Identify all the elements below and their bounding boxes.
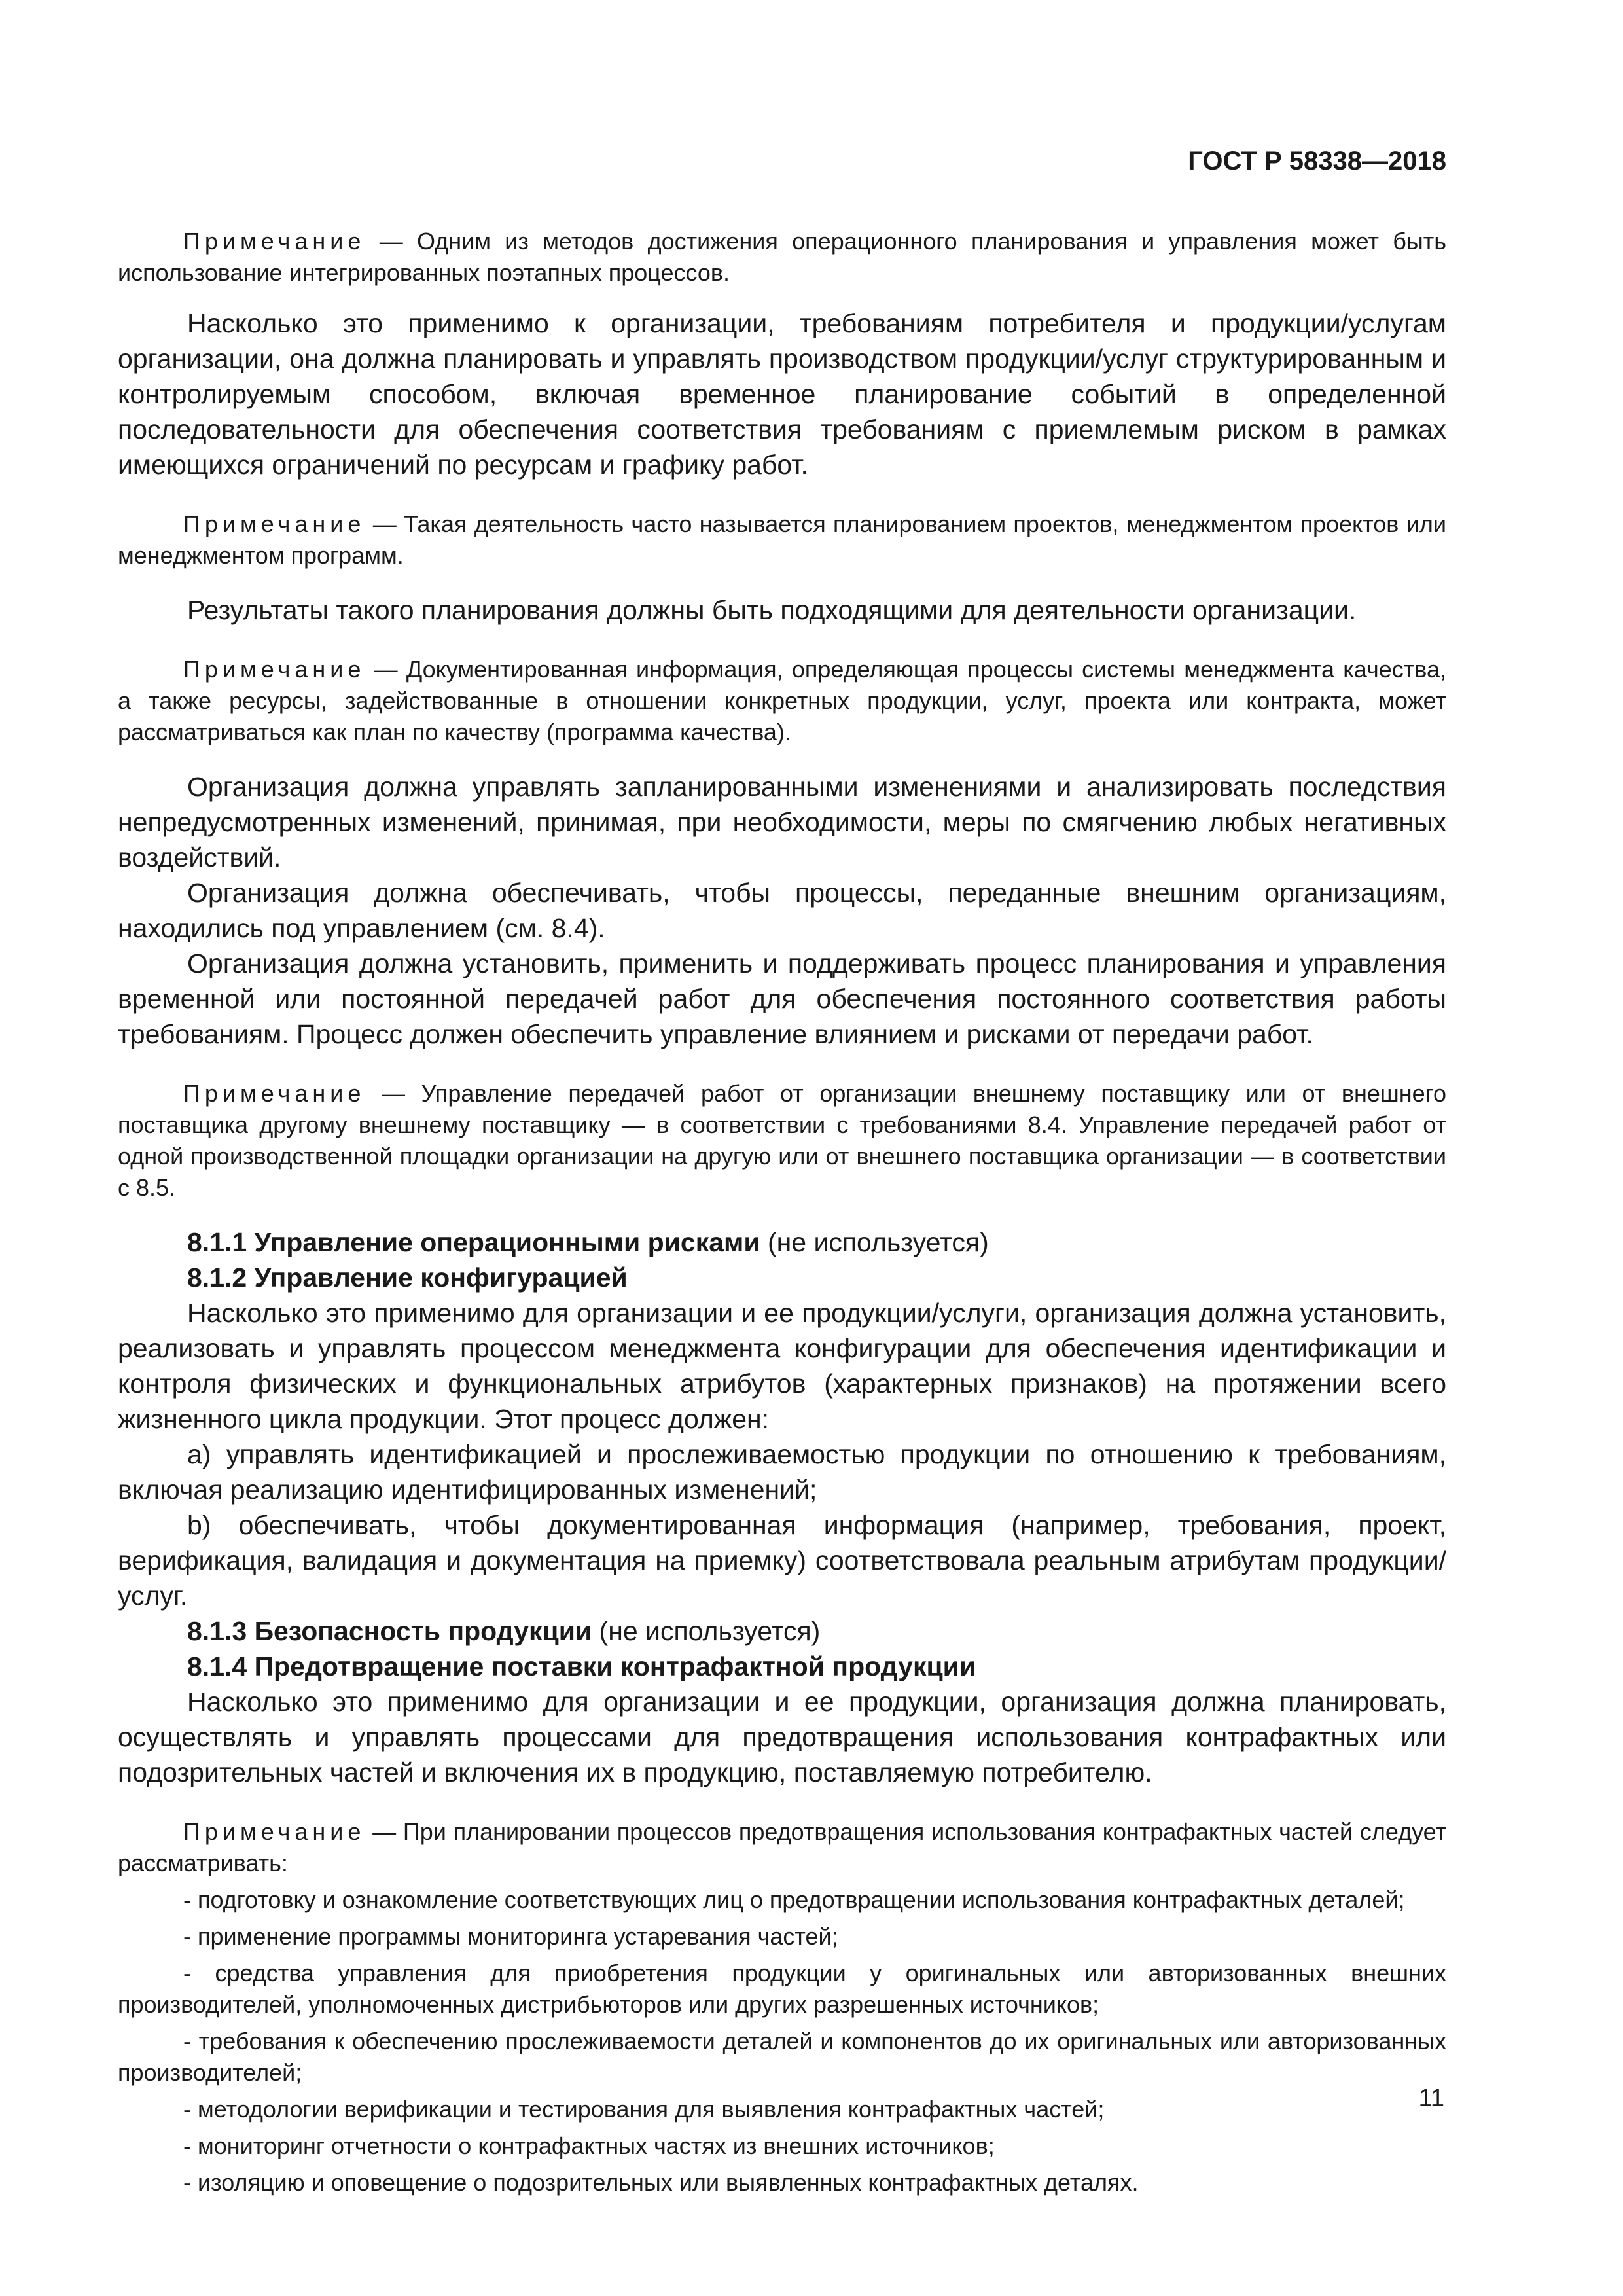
paragraph-5: Организация должна установить, применить и поддерживать процесс планирования и управления временной или постоянной передачей работ для обеспечения постоянного соответствия работы требованиям. Процесс должен обеспечить управление влиянием и рисками от передачи работ. [118, 948, 1446, 1049]
note-1 [118, 226, 1446, 289]
note-text: — Документированная информация, определяющая процессы системы менеджмента качества, а также ресурсы, задействованные в отношении конкретных продукции, услуг, проекта или контракта, может рассматриваться как план по качеству (программа качества). [118, 656, 1446, 745]
paragraph-2: Результаты такого планирования должны быть подходящими для деятельности организации. [187, 595, 1357, 625]
list-item-b: b) обеспечивать, чтобы документированная информация (например, требования, проект, верификация, валидация и документация на приемку) соответствовала реальным атрибутам продукции/услуг. [118, 1510, 1446, 1611]
paragraph-7: Насколько это применимо для организации и ее продукции, организация должна планировать, осуществлять и управлять процессами для предотвращения использования контрафактных или подозрительных частей и включения их в продукцию, поставляемую потребителю. [118, 1687, 1446, 1787]
note-label: Примечание [183, 656, 366, 683]
list-item-a: a) управлять идентификацией и прослеживаемостью продукции по отношению к требованиям, включая реализацию идентифицированных изменений; [118, 1439, 1446, 1505]
note-text: — При планировании процессов предотвращения использования контрафактных частей следует рассматривать: [118, 1818, 1446, 1876]
dash-item: - средства управления для приобретения продукции у оригинальных или авторизованных внешних производителей, уполномоченных дистрибьюторов или других разрешенных источников; [118, 1960, 1446, 2018]
heading-title: 8.1.4 Предотвращение поставки контрафактной продукции [187, 1651, 976, 1681]
page-content [118, 226, 1446, 2198]
paragraph-1: Насколько это применимо к организации, требованиям потребителя и продукции/услугам организации, она должна планировать и управлять производством продукции/услуг структурированным и контролируемым способом, включая временное планирование событий в определенной последовательности для обеспечения соответствия требованиям с приемлемым риском в рамках имеющихся ограничений по ресурсам и графику работ. [118, 308, 1446, 480]
heading-8-1-2 [118, 1260, 1446, 1295]
dash-item: - требования к обеспечению прослеживаемости деталей и компонентов до их оригинальных или авторизованных производителей; [118, 2028, 1446, 2086]
heading-suffix: (не используется) [760, 1227, 989, 1257]
note-label: Примечание [183, 511, 366, 537]
heading-8-1-1 [118, 1225, 1446, 1260]
note-3 [118, 654, 1446, 748]
note-label: Примечание [183, 1080, 366, 1107]
heading-title: 8.1.2 Управление конфигурацией [187, 1263, 628, 1293]
dash-item: - подготовку и ознакомление соответствующих лиц о предотвращении использования контрафактных деталей; [183, 1886, 1405, 1913]
note-text: — Такая деятельность часто называется планированием проектов, менеджментом проектов или менеджментом программ. [118, 511, 1446, 569]
dash-item: - изоляцию и оповещение о подозрительных или выявленных контрафактных деталях. [183, 2169, 1139, 2196]
note-5 [118, 1816, 1446, 1879]
document-id-header: ГОСТ Р 58338—2018 [1188, 147, 1446, 175]
note-label: Примечание [183, 228, 366, 255]
heading-8-1-3 [118, 1613, 1446, 1649]
paragraph-4: Организация должна обеспечивать, чтобы процессы, переданные внешним организациям, находились под управлением (см. 8.4). [118, 878, 1446, 943]
heading-title: 8.1.1 Управление операционными рисками [187, 1227, 760, 1257]
dash-item: - мониторинг отчетности о контрафактных частях из внешних источников; [183, 2132, 995, 2159]
dash-item: - методологии верификации и тестирования для выявления контрафактных частей; [183, 2096, 1105, 2123]
heading-suffix: (не используется) [592, 1616, 821, 1646]
heading-8-1-4 [118, 1649, 1446, 1684]
note-4 [118, 1078, 1446, 1204]
paragraph-6: Насколько это применимо для организации и ее продукции/услуги, организация должна установить, реализовать и управлять процессом менеджмента конфигурации для обеспечения идентификации и контроля физических и функциональных атрибутов (характерных признаков) на протяжении всего жизненного цикла продукции. Этот процесс должен: [118, 1298, 1446, 1434]
dash-item: - применение программы мониторинга устаревания частей; [183, 1923, 838, 1950]
note-text: — Одним из методов достижения операционного планирования и управления может быть использование интегрированных поэтапных процессов. [118, 228, 1446, 286]
note-label: Примечание [183, 1818, 366, 1845]
heading-title: 8.1.3 Безопасность продукции [187, 1616, 592, 1646]
page-number: 11 [1418, 2085, 1444, 2112]
note-text: — Управление передачей работ от организации внешнему поставщику или от внешнего поставщика другому внешнему поставщику — в соответствии с требованиями 8.4. Управление передачей работ от одной производственной площадки организации на другую или от внешнего поставщика организации — в соответствии с 8.5. [118, 1080, 1446, 1201]
paragraph-3: Организация должна управлять запланированными изменениями и анализировать последствия непредусмотренных изменений, принимая, при необходимости, меры по смягчению любых негативных воздействий. [118, 772, 1446, 872]
note-2 [118, 509, 1446, 571]
